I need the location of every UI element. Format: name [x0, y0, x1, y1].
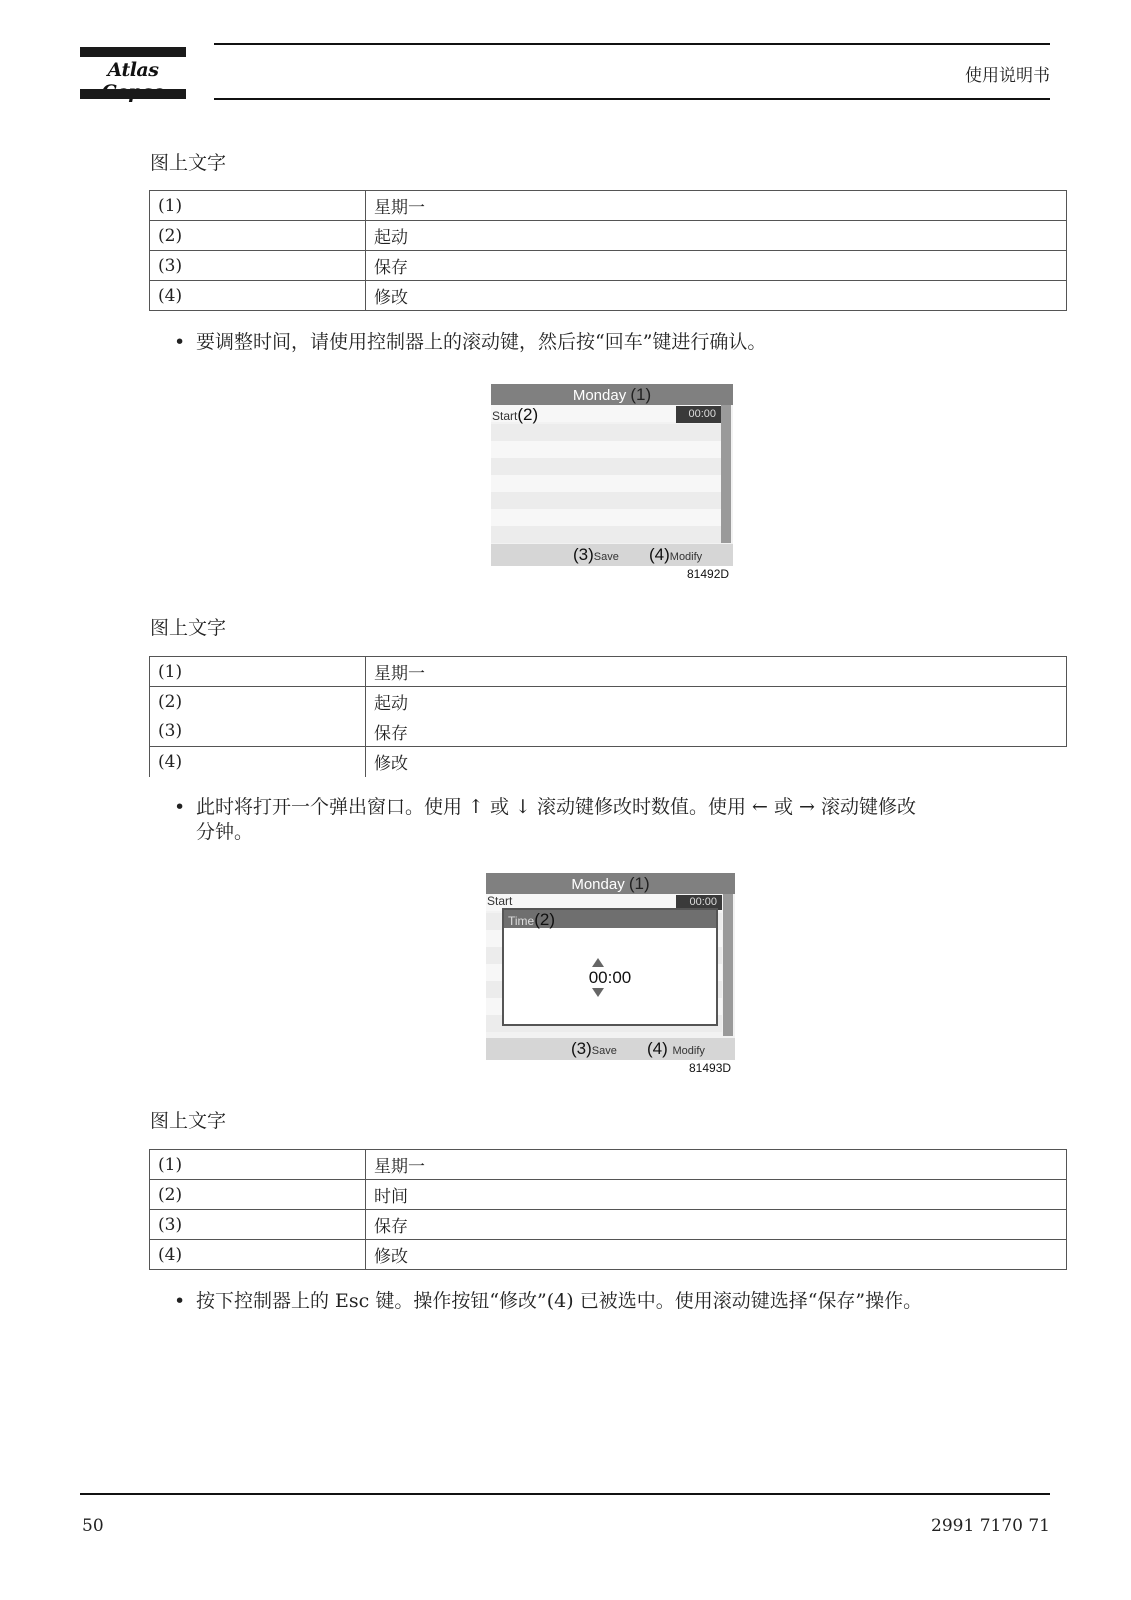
action-bar: [486, 1038, 735, 1060]
bullet-dot: •: [174, 331, 186, 353]
legend-description: 时间: [366, 1180, 1067, 1210]
list-row: [491, 424, 721, 441]
table-row: [150, 1240, 1067, 1270]
callout-1: (1): [628, 874, 650, 893]
logo-bottom-bar: [80, 89, 186, 99]
instruction-text: [196, 795, 1046, 845]
modify-button[interactable]: [649, 545, 702, 565]
legend-description: 修改: [366, 747, 1067, 777]
page-number: 50: [82, 1516, 104, 1536]
table-row: [150, 251, 1067, 281]
scrollbar[interactable]: [721, 405, 731, 543]
popup-title: Time: [508, 914, 535, 928]
legend-number: (3): [150, 251, 366, 281]
callout-3: (3): [573, 545, 594, 564]
table-row: [150, 717, 1067, 747]
list-row: [491, 458, 721, 475]
bullet-dot: •: [174, 1290, 186, 1312]
table-row: [150, 747, 1067, 777]
screen-title: Monday: [572, 387, 627, 404]
figure-id: 81493D: [689, 1061, 732, 1075]
table-row: [150, 1180, 1067, 1210]
callout-4: (4): [649, 545, 670, 564]
save-button[interactable]: [571, 1039, 617, 1059]
modify-button[interactable]: [647, 1039, 705, 1059]
table-row: [150, 191, 1067, 221]
document-title: 使用说明书: [965, 66, 1050, 86]
table-row: [150, 657, 1067, 687]
figure-legend-caption: 图上文字: [150, 617, 227, 639]
start-row-label: Start: [487, 894, 513, 908]
figure-legend-caption: 图上文字: [150, 152, 227, 174]
list-row: [491, 475, 721, 492]
screen-title-bar: [491, 384, 733, 405]
scrollbar[interactable]: [723, 894, 733, 1036]
arrow-up-icon[interactable]: [592, 958, 604, 967]
callout-3: (3): [571, 1039, 592, 1058]
legend-number: (3): [150, 1210, 366, 1240]
legend-number: (4): [150, 281, 366, 311]
modify-label: Modify: [669, 551, 703, 563]
legend-number: (3): [150, 717, 366, 747]
table-row: [150, 687, 1067, 717]
instruction-line: 此时将打开一个弹出窗口。使用 ↑ 或 ↓ 滚动键修改时数值。使用 ← 或 → 滚动键修改: [196, 796, 916, 818]
list-row: [491, 492, 721, 509]
legend-number: (1): [150, 191, 366, 221]
table-row: [150, 221, 1067, 251]
logo-top-bar: [80, 47, 186, 57]
bullet-dot: •: [174, 796, 186, 818]
atlas-copco-logo: [80, 47, 186, 101]
legend-table: [149, 1149, 1067, 1270]
legend-table: [149, 190, 1067, 311]
start-row-label: [492, 405, 538, 425]
header-rule-top: [214, 43, 1050, 45]
legend-number: (2): [150, 1180, 366, 1210]
legend-number: (1): [150, 1150, 366, 1180]
time-popup: [502, 908, 718, 1026]
list-row: [491, 526, 721, 543]
arrow-down-icon[interactable]: [592, 988, 604, 997]
list-row: [491, 509, 721, 526]
table-row: [150, 281, 1067, 311]
legend-number: (2): [150, 687, 366, 717]
legend-number: (2): [150, 221, 366, 251]
instruction-text: 按下控制器上的 Esc 键。操作按钮“修改”(4) 已被选中。使用滚动键选择“保存”操作。: [196, 1290, 923, 1312]
legend-description: 保存: [366, 251, 1067, 281]
screen-title: Monday: [571, 876, 625, 893]
callout-4: (4): [647, 1039, 668, 1058]
controller-screen-monday: [491, 384, 733, 566]
table-row: [150, 1210, 1067, 1240]
document-code: 2991 7170 71: [931, 1516, 1050, 1536]
modify-label: Modify: [672, 1045, 705, 1057]
legend-number: (4): [150, 747, 366, 777]
save-button[interactable]: [573, 545, 619, 565]
legend-description: 保存: [366, 717, 1067, 747]
figure-legend-caption: 图上文字: [150, 1110, 227, 1132]
start-time-value[interactable]: 00:00: [676, 406, 721, 423]
legend-number: (1): [150, 657, 366, 687]
legend-description: 修改: [366, 1240, 1067, 1270]
callout-2: (2): [534, 910, 556, 929]
callout-1: (1): [630, 385, 652, 404]
start-label: Start: [492, 409, 518, 423]
action-bar: [491, 544, 733, 566]
controller-screen-time-popup: [486, 873, 735, 1060]
legend-description: 起动: [366, 687, 1067, 717]
legend-description: 星期一: [366, 191, 1067, 221]
time-value[interactable]: 00:00: [588, 968, 632, 987]
legend-description: 星期一: [366, 657, 1067, 687]
save-label: Save: [593, 551, 619, 563]
footer-rule: [80, 1493, 1050, 1495]
screen-title-bar: [486, 873, 735, 894]
instruction-line: 分钟。: [196, 821, 254, 843]
legend-description: 保存: [366, 1210, 1067, 1240]
logo-text: Atlas: [107, 59, 159, 81]
popup-title-bar: [504, 910, 716, 928]
legend-description: 起动: [366, 221, 1067, 251]
legend-description: 星期一: [366, 1150, 1067, 1180]
legend-number: (4): [150, 1240, 366, 1270]
instruction-text: 要调整时间，请使用控制器上的滚动键，然后按“回车”键进行确认。: [196, 331, 767, 353]
table-row: [150, 1150, 1067, 1180]
legend-table: [149, 656, 1067, 777]
header-rule-bottom: [214, 98, 1050, 100]
save-label: Save: [591, 1045, 617, 1057]
legend-description: 修改: [366, 281, 1067, 311]
callout-2: (2): [517, 405, 539, 424]
list-row: [491, 441, 721, 458]
start-time-value[interactable]: 00:00: [676, 895, 722, 910]
figure-id: 81492D: [687, 567, 730, 581]
